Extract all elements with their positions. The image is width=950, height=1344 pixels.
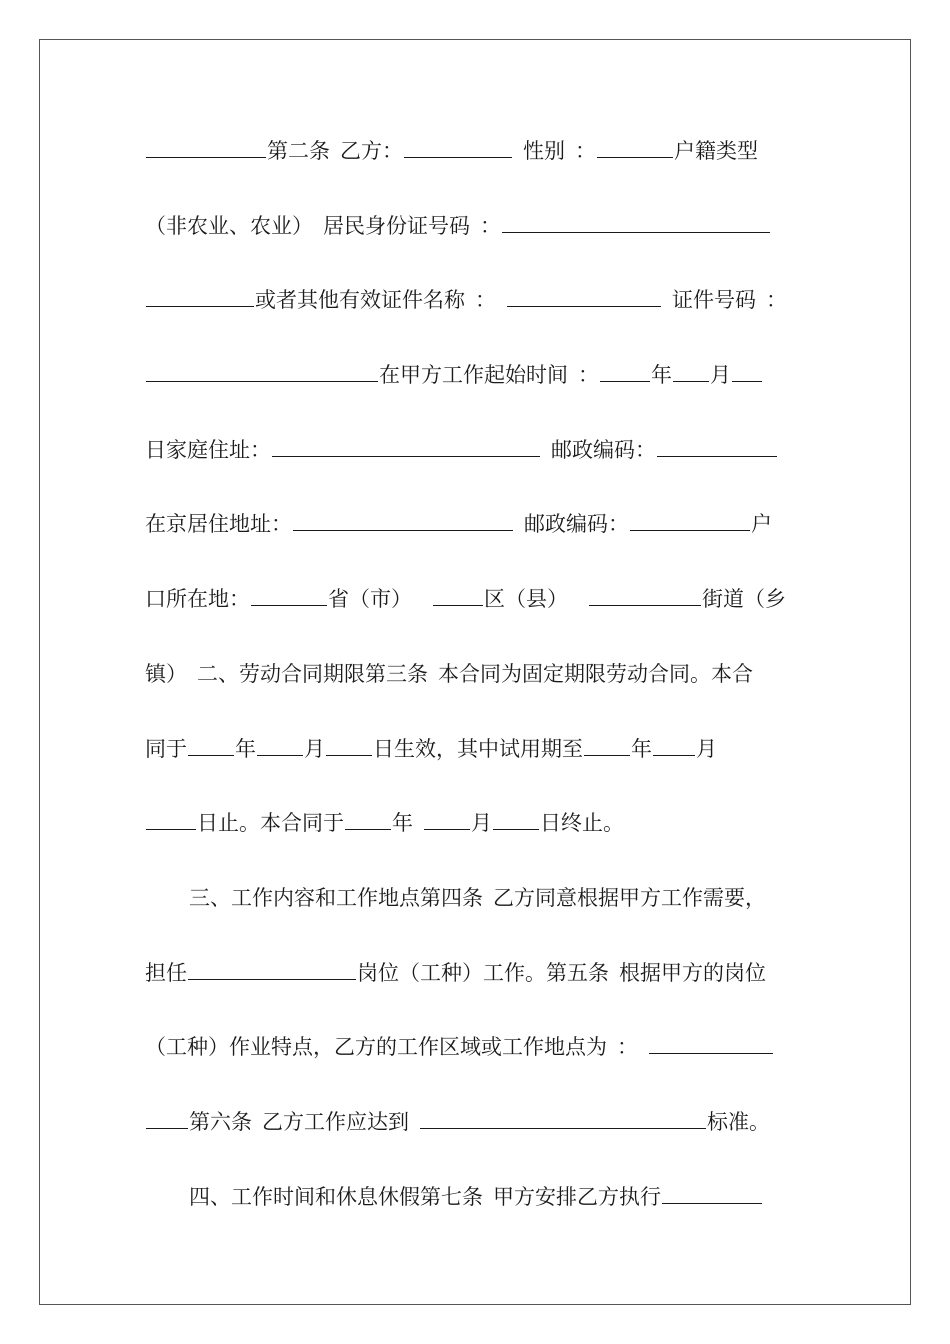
gender-blank[interactable]	[597, 131, 673, 158]
work-location-blank[interactable]	[649, 1027, 773, 1054]
home-address-blank[interactable]	[272, 430, 540, 457]
standard-blank[interactable]	[420, 1102, 706, 1129]
hukou-prefix: 户	[751, 512, 772, 537]
street-blank[interactable]	[589, 579, 701, 606]
street-label: 街道（乡	[702, 587, 786, 612]
text-line-8	[145, 651, 805, 726]
colon: ：	[578, 363, 599, 388]
work-location-text: （工种）作业特点，乙方的工作区域或工作地点为	[145, 1035, 607, 1060]
month-label: 月	[710, 363, 731, 388]
end-month-blank[interactable]	[424, 803, 470, 830]
beijing-postal-code-blank[interactable]	[630, 504, 750, 531]
colon: ：	[575, 139, 596, 163]
position-suffix: 岗位（工种）工作。第五条	[357, 960, 609, 985]
district-label: 区（县）	[484, 587, 568, 612]
text-line-10	[145, 800, 805, 875]
home-postal-code-blank[interactable]	[657, 430, 777, 457]
text-line-1	[145, 128, 805, 203]
end-suffix: 日终止。	[540, 811, 624, 836]
party-b-name-blank[interactable]	[404, 131, 512, 158]
text-line-4	[145, 352, 805, 427]
id-number-blank-cont[interactable]	[146, 280, 254, 307]
effective-year-blank[interactable]	[188, 729, 234, 756]
work-hours-text: 甲方安排乙方执行	[493, 1184, 661, 1209]
colon: ：	[475, 288, 496, 313]
colon: ：	[766, 288, 787, 313]
year-label: 年	[235, 736, 256, 761]
province-label: 省（市）	[328, 587, 412, 612]
district-blank[interactable]	[433, 579, 483, 606]
work-hours-system-blank[interactable]	[662, 1177, 762, 1204]
start-year-blank[interactable]	[600, 355, 650, 382]
month-label: 月	[304, 736, 325, 761]
clause-heading: 第二条	[267, 139, 330, 163]
month-label: 月	[696, 736, 717, 761]
start-day-blank[interactable]	[732, 355, 762, 382]
position-prefix: 担任	[145, 960, 187, 985]
position-blank[interactable]	[188, 953, 356, 980]
standard-prefix: 乙方工作应达到	[262, 1109, 409, 1134]
end-day-blank[interactable]	[493, 803, 539, 830]
household-type-label: 户籍类型	[674, 139, 758, 163]
text-line-11	[145, 875, 805, 950]
province-blank[interactable]	[251, 579, 327, 606]
end-year-blank[interactable]	[345, 803, 391, 830]
section-contract-term: 二、劳动合同期限第三条	[197, 661, 428, 686]
id-doc-number-blank[interactable]	[146, 355, 378, 382]
id-number-blank[interactable]	[502, 206, 770, 233]
home-address-label: 日家庭住址：	[145, 437, 271, 462]
beijing-address-blank[interactable]	[293, 504, 513, 531]
text-line-5	[145, 427, 805, 502]
colon: ：	[617, 1035, 638, 1060]
text-line-9	[145, 726, 805, 801]
id-doc-number-label: 证件号码	[672, 288, 756, 313]
text-line-14	[145, 1099, 805, 1174]
section-work-hours: 四、工作时间和休息休假第七条	[189, 1184, 483, 1209]
gender-label: 性别	[523, 139, 565, 163]
other-id-name-label: 或者其他有效证件名称	[255, 288, 465, 313]
probation-text: 日生效，其中试用期至	[373, 736, 583, 761]
beijing-address-label: 在京居住地址：	[145, 512, 292, 537]
text-line-6	[145, 501, 805, 576]
text-line-13	[145, 1024, 805, 1099]
effective-prefix: 同于	[145, 736, 187, 761]
other-id-name-blank[interactable]	[507, 280, 661, 307]
effective-day-blank[interactable]	[326, 729, 372, 756]
text-line-2	[145, 203, 805, 278]
household-type-options: （非农业、农业）	[145, 213, 313, 238]
id-number-label: 居民身份证号码	[323, 213, 470, 238]
clause-five-text: 根据甲方的岗位	[619, 960, 766, 985]
fixed-term-statement: 本合同为固定期限劳动合同。本合	[438, 661, 753, 686]
party-b-label: 乙方：	[340, 139, 403, 163]
clause-six-heading: 第六条	[189, 1109, 252, 1134]
year-label: 年	[651, 363, 672, 388]
work-consent-text: 乙方同意根据甲方工作需要，	[493, 885, 766, 910]
standard-suffix: 标准。	[707, 1109, 770, 1134]
start-month-blank[interactable]	[673, 355, 709, 382]
postal-code-label: 邮政编码：	[551, 437, 656, 462]
month-label: 月	[471, 811, 492, 836]
fill-blank[interactable]	[146, 131, 266, 158]
text-line-3	[145, 277, 805, 352]
town-label: 镇）	[145, 661, 187, 686]
start-date-label: 在甲方工作起始时间	[379, 363, 568, 388]
text-line-7	[145, 576, 805, 651]
effective-month-blank[interactable]	[257, 729, 303, 756]
probation-year-blank[interactable]	[584, 729, 630, 756]
year-label: 年	[631, 736, 652, 761]
probation-day-blank[interactable]	[146, 803, 196, 830]
probation-month-blank[interactable]	[653, 729, 695, 756]
text-line-12	[145, 950, 805, 1025]
colon: ：	[480, 213, 501, 238]
hukou-location-label: 口所在地：	[145, 587, 250, 612]
contract-body	[145, 128, 805, 1248]
year-label: 年	[392, 811, 413, 836]
section-work-content: 三、工作内容和工作地点第四条	[189, 885, 483, 910]
text-line-15	[145, 1174, 805, 1249]
postal-code-label: 邮政编码：	[524, 512, 629, 537]
work-location-blank-cont[interactable]	[146, 1102, 188, 1129]
end-prefix: 日止。本合同于	[197, 811, 344, 836]
